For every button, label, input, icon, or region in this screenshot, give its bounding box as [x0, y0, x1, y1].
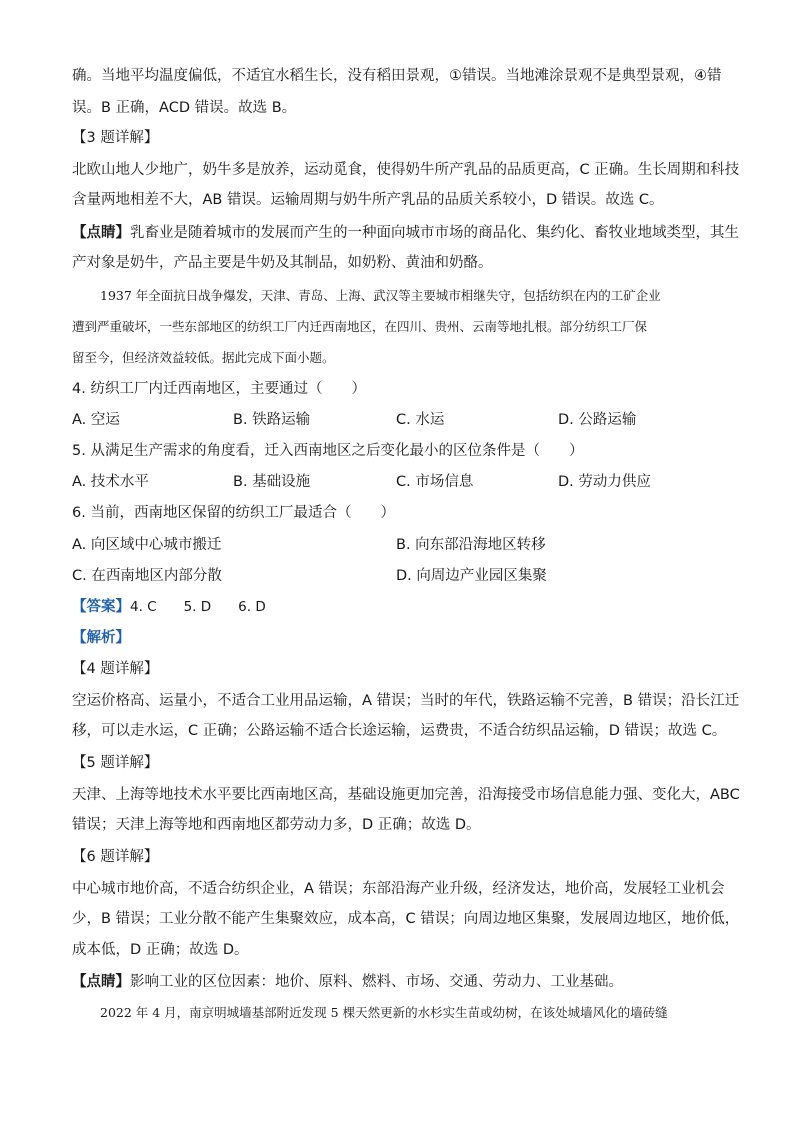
q4-option-d: D. 公路运输 [558, 412, 637, 428]
q5-option-c: C. 市场信息 [396, 474, 474, 490]
tip-2-text: 影响工业的区位因素：地价、原料、燃料、市场、交通、劳动力、工业基础。 [130, 974, 623, 990]
q3-tail-line-1: 确。当地平均温度偏低，不适宜水稻生长，没有稻田景观，①错误。当地滩涂景观不是典型景观，④错 [72, 68, 722, 84]
q5-detail-line-2: 错误；天津上海等地和西南地区都劳动力多，D 正确；故选 D。 [72, 817, 481, 833]
tip-1-line-1 [72, 223, 739, 243]
answer-label: 【答案】 [72, 599, 130, 615]
passage-2-line-2: 遭到严重破坏，一些东部地区的纺织工厂内迁西南地区，在四川、贵州、云南等地扎根。部分纺织工厂保 [72, 319, 648, 334]
q5-stem: 5. 从满足生产需求的角度看，迁入西南地区之后变化最小的区位条件是（ ） [72, 443, 584, 459]
tip-2-label: 【点睛】 [72, 974, 130, 990]
q6-option-d: D. 向周边产业园区集聚 [396, 568, 547, 584]
q3-detail-line-2: 含量两地相差不大，AB 错误。运输周期与奶牛所产乳品的品质关系较小，D 错误。故选 C。 [72, 192, 664, 208]
q6-option-b: B. 向东部沿海地区转移 [396, 537, 546, 553]
q4-option-a: A. 空运 [72, 412, 120, 428]
q3-detail-line-1: 北欧山地人少地广，奶牛多是放养，运动觅食，使得奶牛所产乳品的品质更高，C 正确。生长周期和科技 [72, 162, 740, 178]
passage-3-line-1: 2022 年 4 月，南京明城墙基部附近发现 5 棵天然更新的水杉实生苗或幼树，在该处城墙风化的墙砖缝 [100, 1005, 668, 1020]
tip-2-line [72, 972, 722, 992]
q6-stem: 6. 当前，西南地区保留的纺织工厂最适合（ ） [72, 505, 395, 521]
tip-1-text-1: 乳畜业是随着城市的发展而产生的一种面向城市市场的商品化、集约化、畜牧业地域类型，其生 [130, 225, 739, 241]
q5-option-b: B. 基础设施 [233, 474, 311, 490]
tip-1-line-2: 产对象是奶牛，产品主要是牛奶及其制品，如奶粉、黄油和奶酪。 [72, 255, 493, 271]
q6-option-c: C. 在西南地区内部分散 [72, 568, 222, 584]
q6-option-a: A. 向区域中心城市搬迁 [72, 537, 222, 553]
q4-option-c: C. 水运 [396, 412, 445, 428]
q4-detail-line-2: 移，可以走水运，C 正确；公路运输不适合长途运输，运费贵，不适合纺织品运输，D 错误；故选 C。 [72, 723, 727, 739]
q4-stem: 4. 纺织工厂内迁西南地区，主要通过（ ） [72, 381, 366, 397]
q6-detail-heading: 【6 题详解】 [72, 849, 159, 865]
analysis-label: 【解析】 [72, 630, 130, 646]
q6-detail-line-2: 少，B 错误；工业分散不能产生集聚效应，成本高，C 错误；向周边地区集聚，发展周边地区，地价低， [72, 911, 740, 927]
q4-detail-line-1: 空运价格高、运量小，不适合工业用品运输，A 错误；当时的年代，铁路运输不完善，B 错误；沿长江迁 [72, 693, 740, 709]
q5-detail-heading: 【5 题详解】 [72, 755, 159, 771]
q6-detail-line-1: 中心城市地价高，不适合纺织企业，A 错误；东部沿海产业升级，经济发达，地价高，发展轻工业机会 [72, 881, 725, 897]
answer-values: 4. C 5. D 6. D [130, 599, 266, 615]
tip-1-label: 【点睛】 [72, 225, 130, 241]
q5-option-a: A. 技术水平 [72, 474, 149, 490]
q5-detail-line-1: 天津、上海等地技术水平要比西南地区高，基础设施更加完善，沿海接受市场信息能力强、变化大，ABC [72, 787, 740, 803]
q4-option-b: B. 铁路运输 [233, 412, 311, 428]
q5-option-d: D. 劳动力供应 [558, 474, 651, 490]
q4-detail-heading: 【4 题详解】 [72, 661, 159, 677]
q3-tail-line-2: 误。B 正确，ACD 错误。故选 B。 [72, 100, 297, 116]
passage-2-line-1: 1937 年全面抗日战争爆发，天津、青岛、上海、武汉等主要城市相继失守，包括纺织在内的工矿企业 [100, 288, 661, 303]
passage-2-line-3: 留至今，但经济效益较低。据此完成下面小题。 [72, 350, 335, 365]
q6-detail-line-3: 成本低，D 正确；故选 D。 [72, 942, 249, 958]
q3-detail-heading: 【3 题详解】 [72, 130, 159, 146]
answer-line [72, 597, 722, 617]
